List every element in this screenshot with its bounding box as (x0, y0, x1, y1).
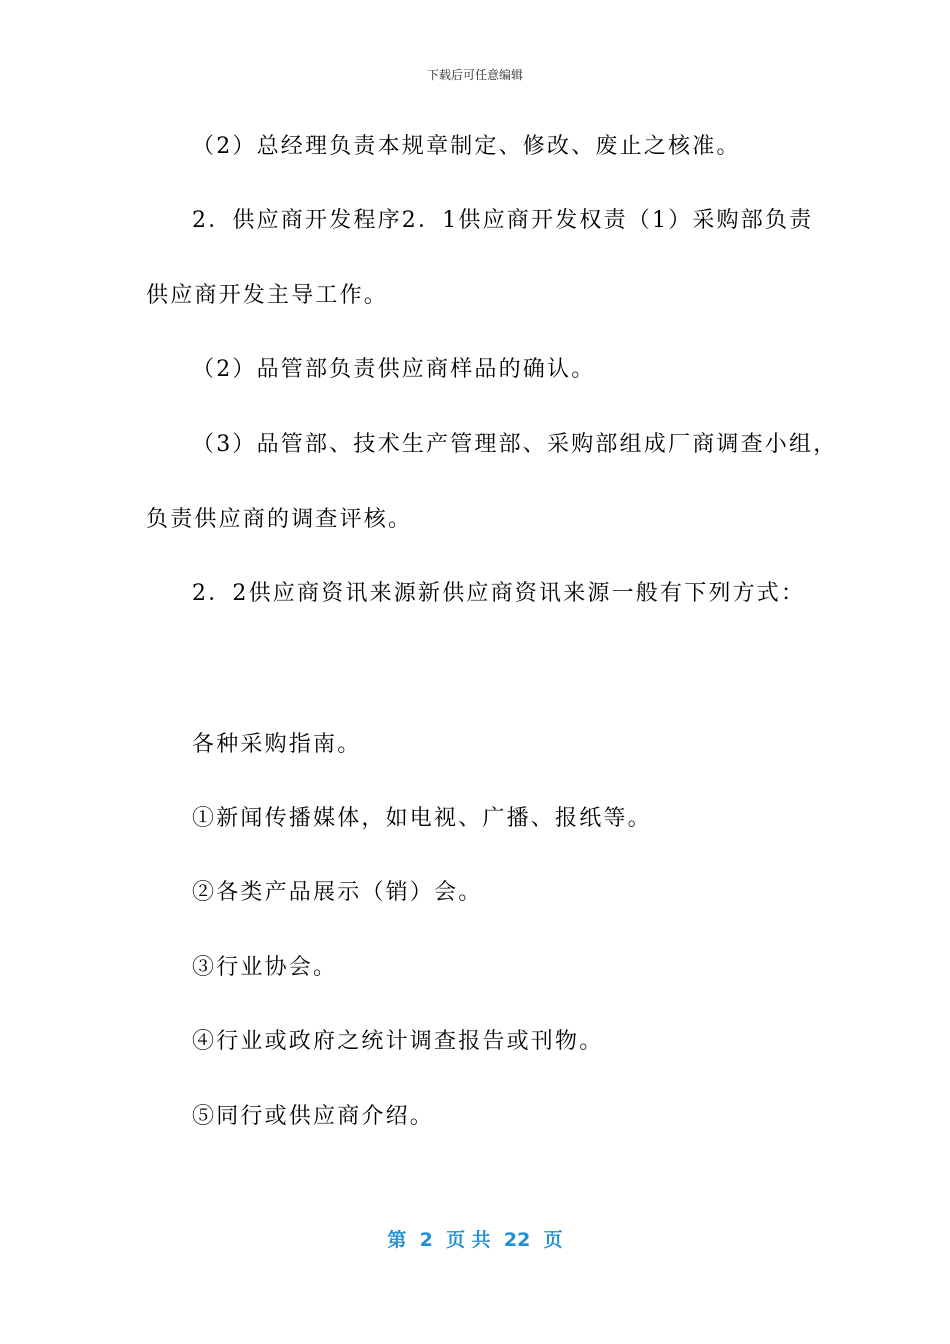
list-item-association: ③行业协会。 (192, 955, 338, 980)
paragraph-development-line2: 供应商开发主导工作。 (146, 283, 389, 308)
list-item-peer-referral: ⑤同行或供应商介绍。 (192, 1104, 435, 1129)
paragraph-survey-group-line1: （3）品管部、技术生产管理部、采购部组成厂商调查小组， (192, 432, 838, 457)
paragraph-survey-group-line2: 负责供应商的调查评核。 (146, 507, 413, 532)
list-item-media: ①新闻传播媒体，如电视、广播、报纸等。 (192, 806, 652, 831)
page-header: 下载后可任意编辑 (426, 68, 523, 82)
list-item-exhibition: ②各类产品展示（销）会。 (192, 880, 483, 905)
paragraph-development-line1: 2．供应商开发程序2．1供应商开发权责（1）采购部负责 (192, 208, 814, 233)
list-item-statistics-report: ④行业或政府之统计调查报告或刊物。 (192, 1029, 604, 1054)
paragraph-purchasing-guide: 各种采购指南。 (192, 732, 362, 757)
paragraph-info-source: 2．2供应商资讯来源新供应商资讯来源一般有下列方式： (192, 581, 806, 606)
paragraph-quality-sample: （2）品管部负责供应商样品的确认。 (192, 357, 596, 382)
page-footer-pagination: 第 2 页 共 22 页 (387, 1229, 563, 1251)
paragraph-approval: （2）总经理负责本规章制定、修改、废止之核准。 (192, 134, 741, 159)
